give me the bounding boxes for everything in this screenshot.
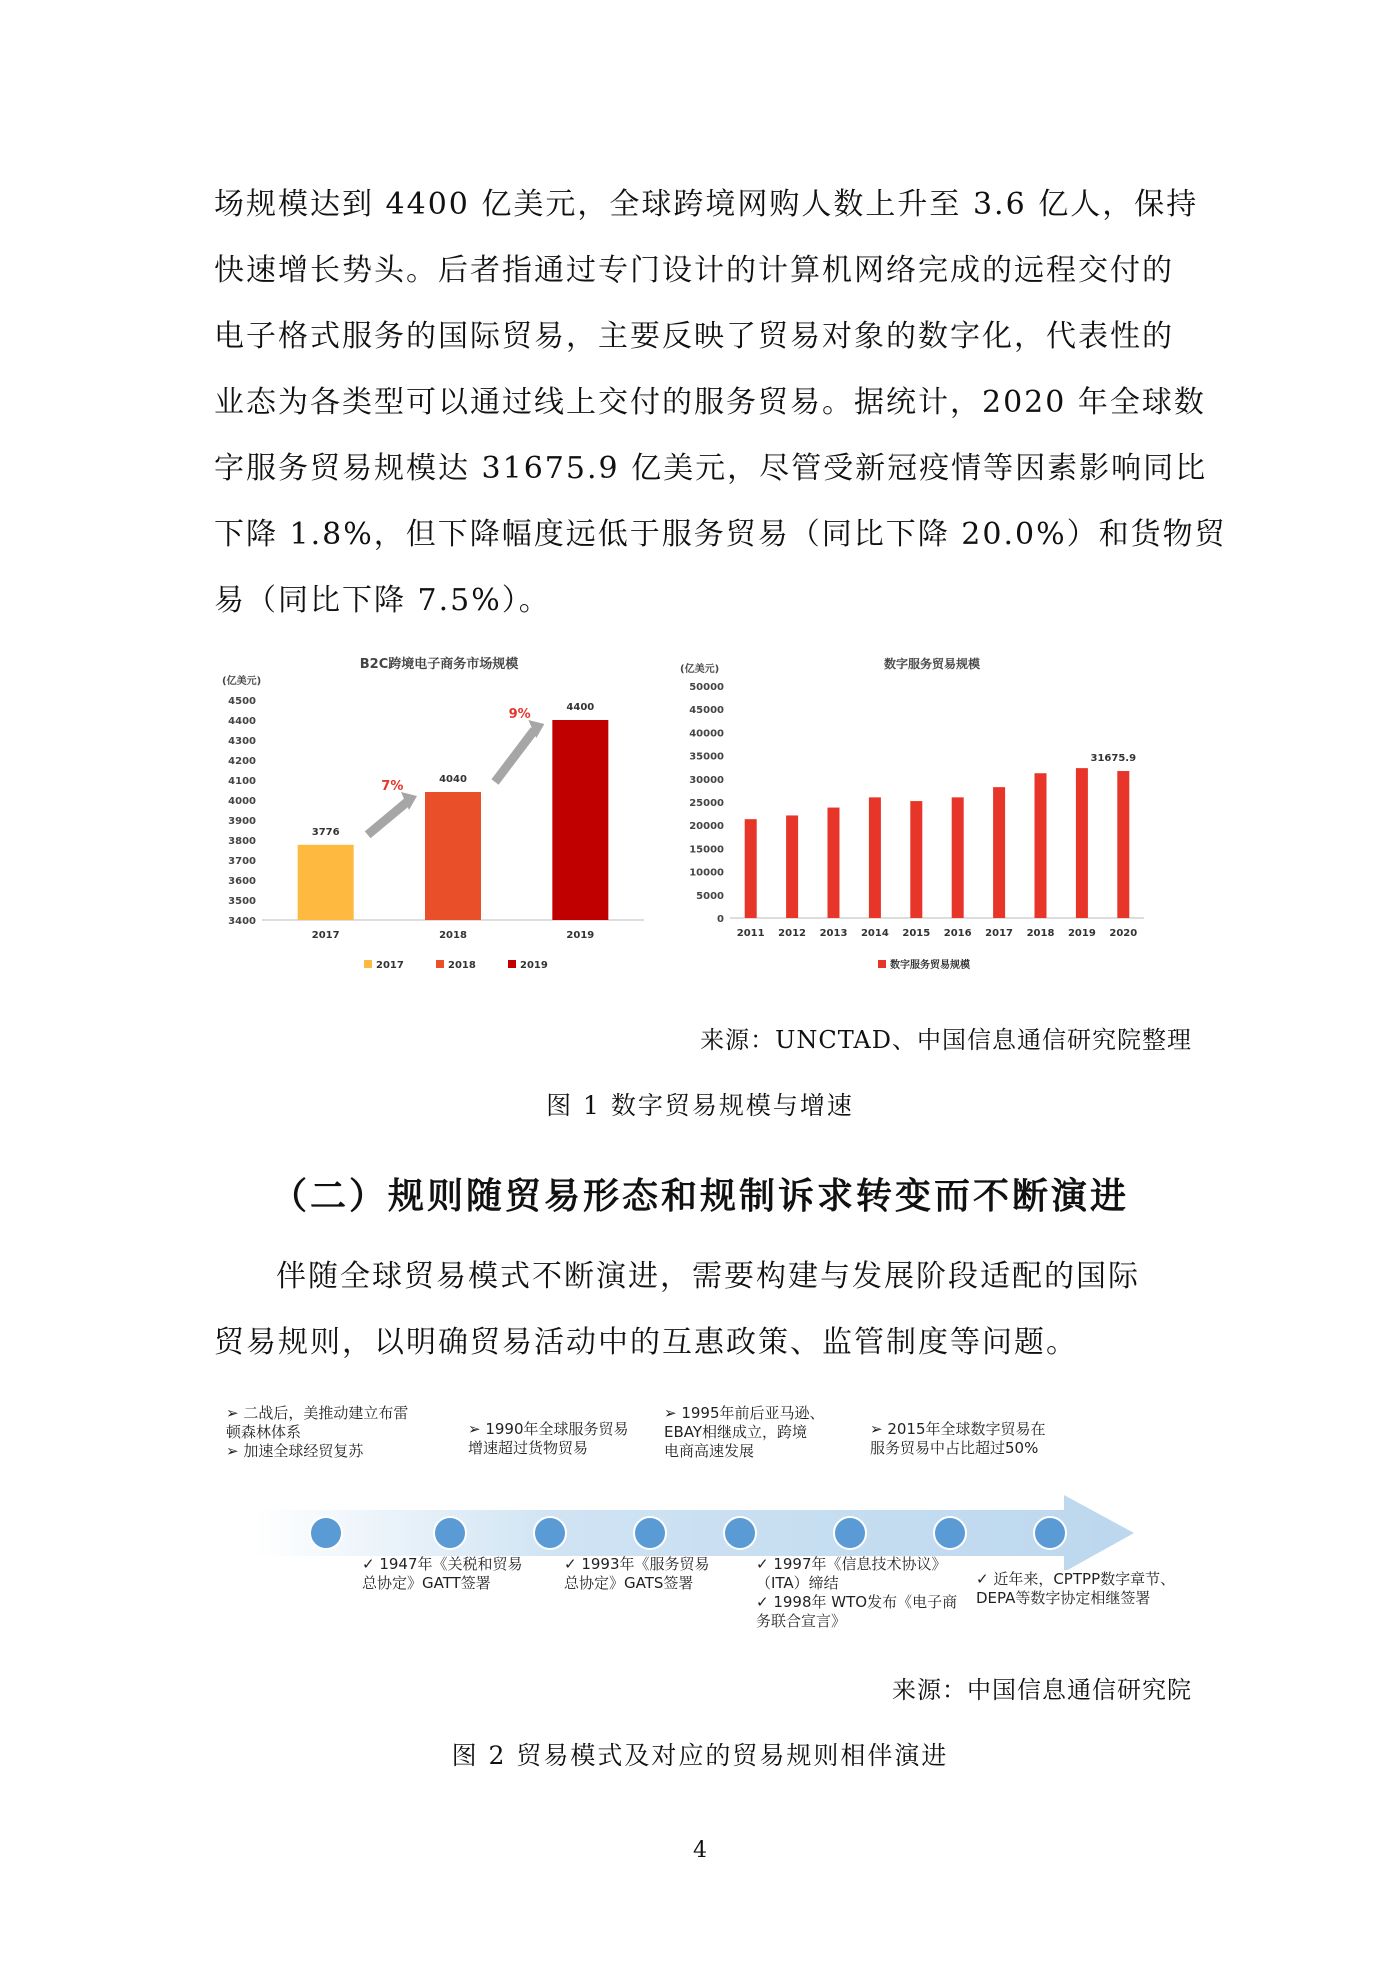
legend-swatch <box>436 960 444 968</box>
bar <box>828 808 840 918</box>
paragraph-line: 电子格式服务的国际贸易，主要反映了贸易对象的数字化，代表性的 <box>214 319 1174 354</box>
timeline-node <box>634 1517 666 1549</box>
timeline-node <box>534 1517 566 1549</box>
x-tick-label: 2018 <box>1026 928 1055 939</box>
y-tick-label: 3400 <box>228 916 256 927</box>
legend-swatch <box>878 960 886 968</box>
y-tick-label: 50000 <box>689 682 724 693</box>
bar <box>869 797 881 918</box>
figure1-source: 来源：UNCTAD、中国信息通信研究院整理 <box>700 1026 1192 1054</box>
y-tick-label: 4200 <box>228 756 256 767</box>
bar <box>298 845 354 920</box>
intro-paragraph <box>214 172 1227 634</box>
bar <box>425 792 481 920</box>
bar <box>952 797 964 918</box>
y-tick-label: 3700 <box>228 856 256 867</box>
x-tick-label: 2020 <box>1109 928 1138 939</box>
bar <box>993 787 1005 918</box>
x-tick-label: 2014 <box>860 928 889 939</box>
timeline-node <box>934 1517 966 1549</box>
x-tick-label: 2016 <box>943 928 972 939</box>
growth-arrow <box>495 730 534 782</box>
timeline-node <box>724 1517 756 1549</box>
figure2-source: 来源：中国信息通信研究院 <box>892 1676 1192 1704</box>
y-tick-label: 40000 <box>689 728 724 740</box>
y-tick-label: 3800 <box>228 836 256 847</box>
chart-title: B2C跨境电子商务市场规模 <box>359 657 519 672</box>
y-tick-label: 4300 <box>228 736 256 747</box>
y-tick-label: 4100 <box>228 776 256 787</box>
growth-label: 7% <box>381 779 404 794</box>
y-tick-label: 3600 <box>228 876 256 887</box>
data-label: 4400 <box>566 702 595 713</box>
paragraph-line: 贸易规则，以明确贸易活动中的互惠政策、监管制度等问题。 <box>214 1325 1078 1360</box>
timeline-bottom-label: ✓ 近年来，CPTPP数字章节、 DEPA等数字协定相继签署 <box>976 1570 1176 1607</box>
bar <box>910 801 922 918</box>
y-tick-label: 4000 <box>228 796 256 807</box>
x-tick-label: 2019 <box>1067 928 1096 939</box>
x-tick-label: 2017 <box>311 930 340 941</box>
timeline-node <box>434 1517 466 1549</box>
figure1-caption: 图 1 数字贸易规模与增速 <box>546 1091 854 1120</box>
legend-label: 2017 <box>376 960 404 971</box>
bar <box>1035 773 1047 918</box>
figure2-caption: 图 2 贸易模式及对应的贸易规则相伴演进 <box>451 1741 949 1770</box>
paragraph-line: 下降 1.8%，但下降幅度远低于服务贸易（同比下降 20.0%）和货物贸 <box>214 517 1227 552</box>
timeline-node <box>1034 1517 1066 1549</box>
b2c-ecommerce-chart <box>214 650 664 990</box>
y-tick-label: 5000 <box>696 890 724 902</box>
paragraph-line: 易（同比下降 7.5%）。 <box>214 583 551 618</box>
data-label: 31675.9 <box>1090 753 1137 765</box>
y-axis-label: (亿美元) <box>222 676 262 687</box>
section-paragraph <box>214 1244 1190 1376</box>
y-tick-label: 25000 <box>689 798 724 809</box>
y-tick-label: 15000 <box>689 844 724 856</box>
y-tick-label: 4400 <box>228 716 256 727</box>
bar <box>1076 768 1088 918</box>
x-tick-label: 2018 <box>439 930 467 941</box>
bar <box>1117 771 1129 918</box>
data-label: 4040 <box>439 774 467 785</box>
y-tick-label: 3500 <box>228 896 256 907</box>
timeline-top-label: ➢ 1995年前后亚马逊、 EBAY相继成立，跨境 电商高速发展 <box>664 1404 825 1460</box>
legend-swatch <box>508 960 516 968</box>
paragraph-line: 业态为各类型可以通过线上交付的服务贸易。据统计，2020 年全球数 <box>214 385 1206 420</box>
paragraph-line: 场规模达到 4400 亿美元，全球跨境网购人数上升至 3.6 亿人，保持 <box>214 187 1199 222</box>
x-tick-label: 2015 <box>902 928 931 939</box>
y-tick-label: 20000 <box>689 821 724 833</box>
section-heading: （二）规则随贸易形态和规制诉求转变而不断演进 <box>270 1176 1129 1217</box>
chart-title: 数字服务贸易规模 <box>883 657 981 671</box>
timeline-bottom-label: ✓ 1947年《关税和贸易 总协定》GATT签署 <box>362 1555 523 1592</box>
growth-label: 9% <box>508 707 531 722</box>
paragraph-line: 快速增长势头。后者指通过专门设计的计算机网络完成的远程交付的 <box>214 253 1174 288</box>
bar <box>786 815 798 918</box>
timeline-top-label: ➢ 2015年全球数字贸易在 服务贸易中占比超过50% <box>870 1420 1046 1457</box>
paragraph-line: 伴随全球贸易模式不断演进，需要构建与发展阶段适配的国际 <box>276 1259 1140 1294</box>
y-axis-label: (亿美元) <box>680 664 720 675</box>
legend-label: 数字服务贸易规模 <box>890 960 970 971</box>
timeline-top-label: ➢ 二战后，美推动建立布雷 顿森林体系 ➢ 加速全球经贸复苏 <box>226 1404 409 1460</box>
y-tick-label: 3900 <box>228 816 256 827</box>
timeline-bottom-label: ✓ 1993年《服务贸易 总协定》GATS签署 <box>564 1555 710 1592</box>
timeline-node <box>834 1517 866 1549</box>
legend-swatch <box>364 960 372 968</box>
growth-arrow <box>368 802 407 835</box>
timeline-top-label: ➢ 1990年全球服务贸易 增速超过货物贸易 <box>468 1420 629 1457</box>
y-tick-label: 10000 <box>689 867 724 879</box>
data-label: 3776 <box>311 826 340 838</box>
bar <box>552 720 608 920</box>
x-tick-label: 2012 <box>778 928 807 939</box>
legend-label: 2018 <box>448 960 476 971</box>
page-number: 4 <box>693 1838 707 1863</box>
x-tick-label: 2019 <box>566 930 595 941</box>
paragraph-line: 字服务贸易规模达 31675.9 亿美元，尽管受新冠疫情等因素影响同比 <box>214 451 1208 486</box>
x-tick-label: 2013 <box>819 928 848 939</box>
timeline-bottom-label: ✓ 1997年《信息技术协议》 （ITA）缔结 ✓ 1998年 WTO发布《电子商 务联合宣言》 <box>756 1555 958 1630</box>
legend-label: 2019 <box>520 960 548 971</box>
y-tick-label: 0 <box>717 914 724 925</box>
digital-services-trade-chart <box>672 650 1150 990</box>
y-tick-label: 30000 <box>689 774 724 786</box>
y-tick-label: 45000 <box>689 705 724 717</box>
x-tick-label: 2011 <box>736 928 765 939</box>
y-tick-label: 4500 <box>228 696 256 707</box>
y-tick-label: 35000 <box>689 751 724 763</box>
timeline-node <box>310 1517 342 1549</box>
bar <box>745 819 757 918</box>
x-tick-label: 2017 <box>985 928 1014 939</box>
